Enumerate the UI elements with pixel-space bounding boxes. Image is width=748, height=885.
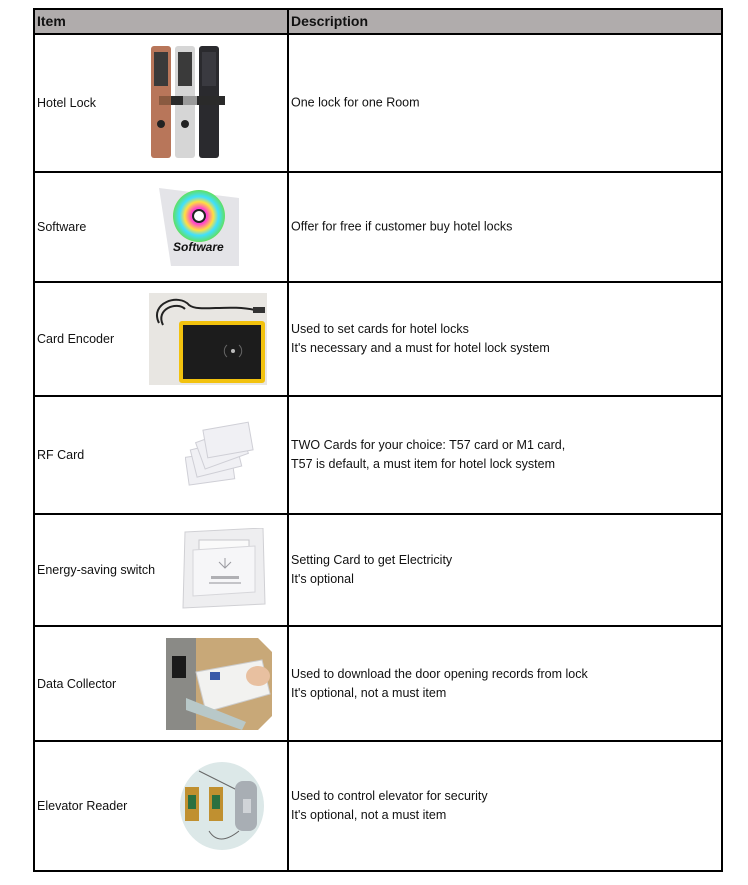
rf-cards-image [185, 420, 255, 490]
data-collector-image [166, 638, 272, 730]
header-item: Item [35, 10, 289, 33]
card-encoder-image [149, 293, 267, 385]
item-name: Data Collector [37, 676, 117, 691]
elevator-reader-image [179, 761, 265, 851]
hotel-lock-image [149, 44, 227, 162]
table-row [35, 395, 721, 513]
software-caption: Software [173, 240, 224, 254]
item-description: Used to set cards for hotel locks It's necessary and a must for hotel lock system [291, 322, 550, 355]
table-row [35, 513, 721, 625]
table-row [35, 625, 721, 740]
table-row [35, 281, 721, 395]
energy-switch-image [179, 528, 267, 612]
item-description: One lock for one Room [291, 95, 420, 110]
product-table [33, 8, 723, 872]
item-name: Software [37, 220, 87, 234]
item-name: Hotel Lock [37, 96, 97, 110]
table-header [35, 10, 721, 33]
item-description: Offer for free if customer buy hotel locks [291, 219, 513, 234]
item-name: Energy-saving switch [37, 563, 156, 577]
table-row [35, 33, 721, 171]
header-description: Description [291, 13, 369, 29]
item-name: Card Encoder [37, 332, 115, 346]
software-cd-image [159, 188, 239, 266]
item-description: Used to download the door opening records from lock It's optional, not a must item [291, 666, 588, 700]
item-description: TWO Cards for your choice: T57 card or M1 card, T57 is default, a must item for hotel lock system [291, 438, 566, 471]
item-name: Elevator Reader [37, 799, 128, 813]
item-description: Setting Card to get Electricity It's optional [291, 553, 453, 586]
item-name: RF Card [37, 448, 85, 462]
table-row [35, 740, 721, 870]
item-description: Used to control elevator for security It's optional, not a must item [291, 789, 488, 822]
table-row [35, 171, 721, 281]
